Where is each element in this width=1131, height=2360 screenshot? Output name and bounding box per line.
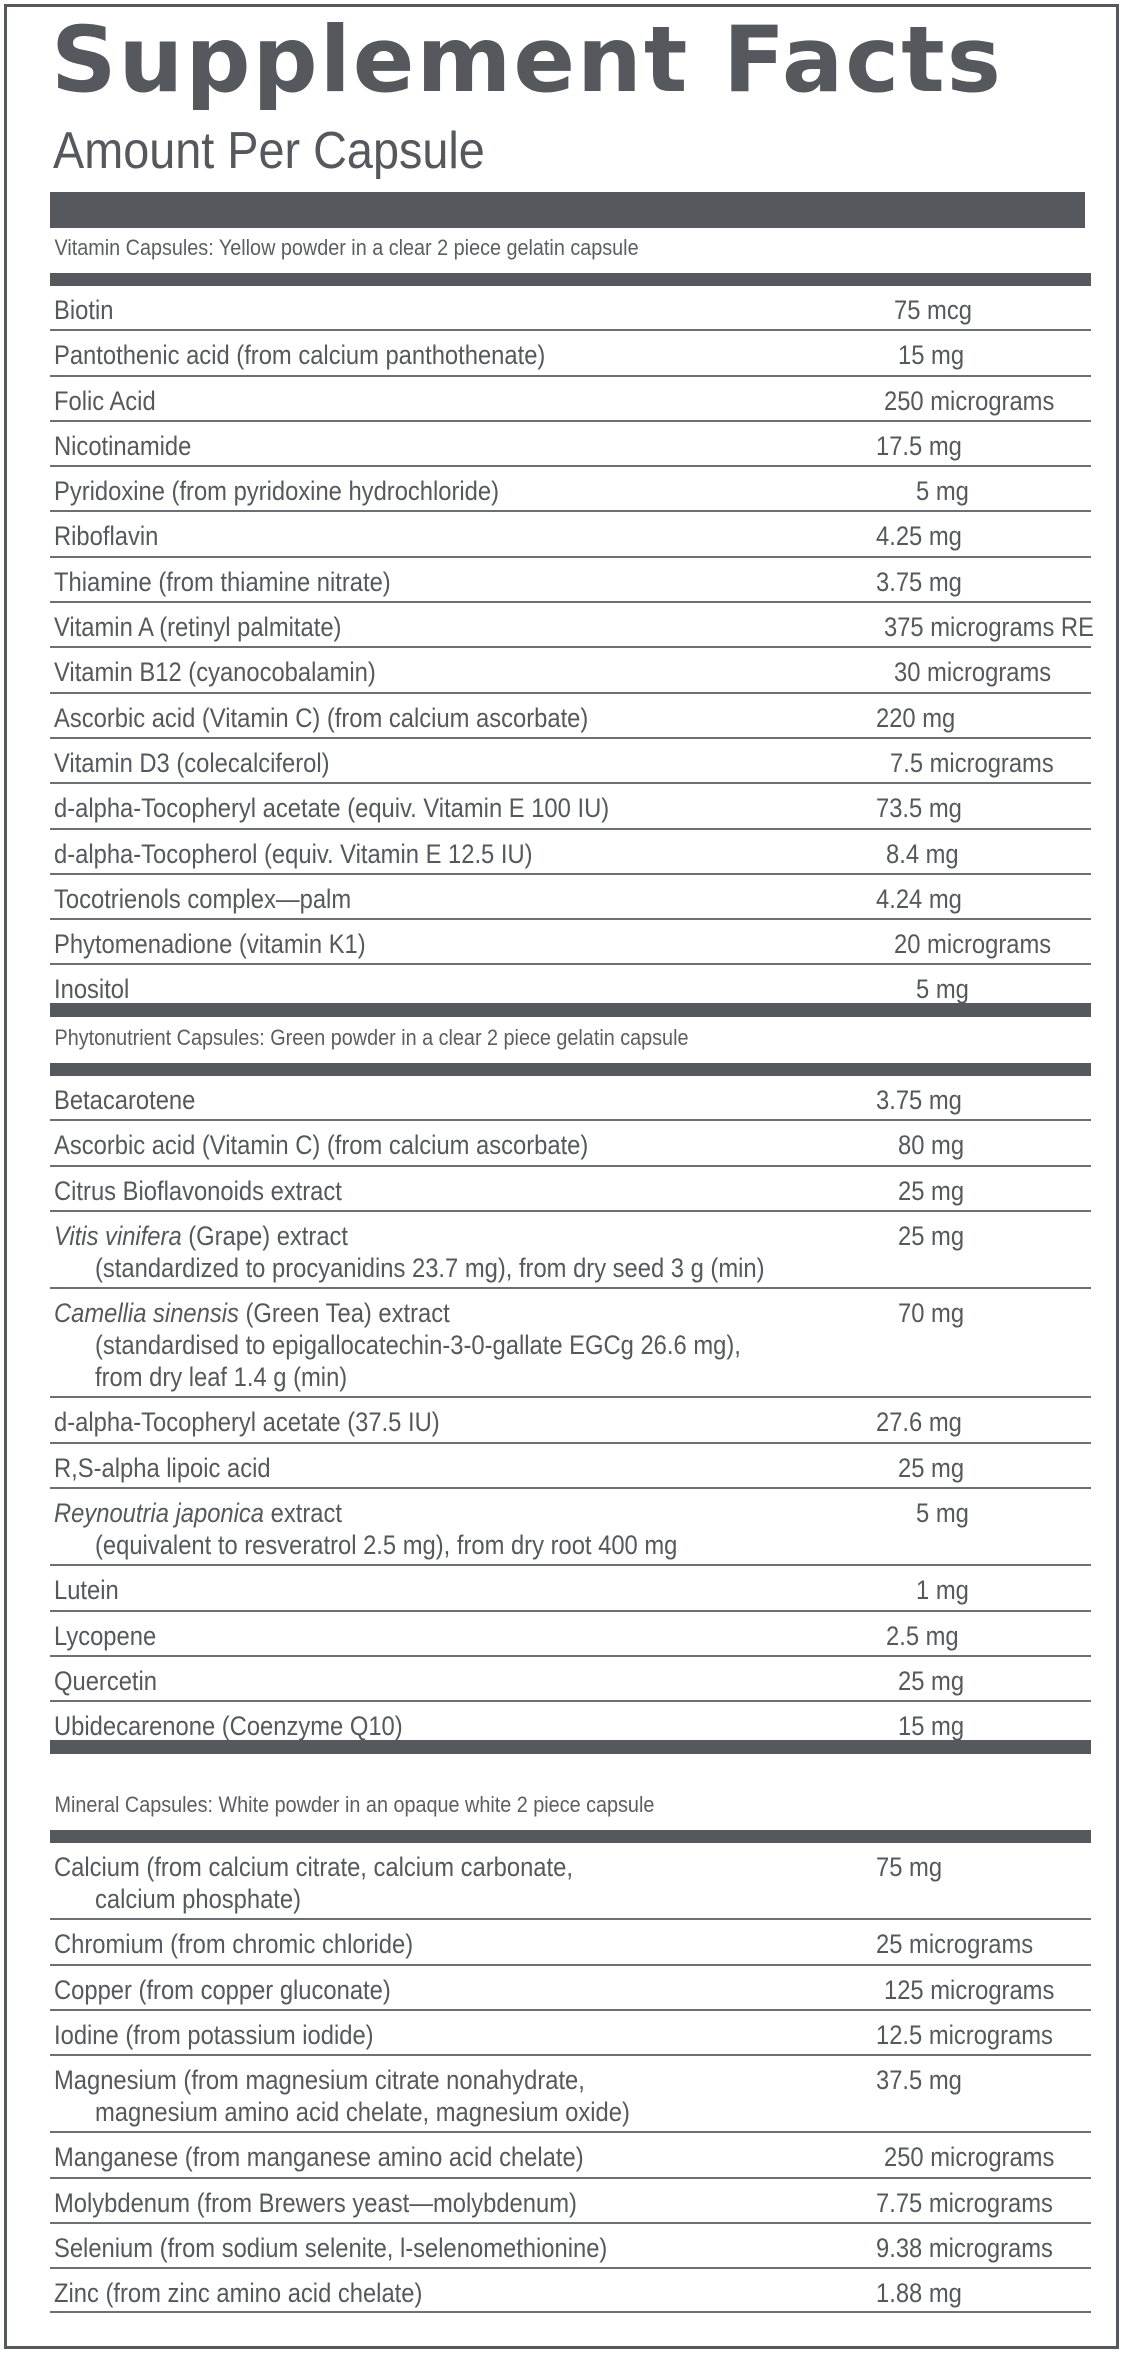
section-divider-bar xyxy=(50,1830,1091,1843)
nutrient-name: Chromium (from chromic chloride) xyxy=(54,1929,414,1960)
nutrient-amount: 220 mg xyxy=(876,702,956,733)
nutrient-amount: 25 mg xyxy=(898,1665,965,1696)
table-row xyxy=(50,2133,1091,2178)
table-row xyxy=(50,2056,1091,2133)
nutrient-detail: (equivalent to resveratrol 2.5 mg), from dry root 400 mg xyxy=(95,1530,678,1561)
nutrient-amount: 7.75 micrograms xyxy=(876,2187,1053,2218)
table-row xyxy=(50,1289,1091,1398)
nutrient-name: Citrus Bioflavonoids extract xyxy=(54,1175,342,1206)
nutrient-name: d-alpha-Tocopheryl acetate (equiv. Vitamin E 100 IU) xyxy=(54,793,610,824)
nutrient-name xyxy=(54,1219,348,1253)
nutrient-name xyxy=(54,1296,450,1330)
nutrient-amount: 20 micrograms xyxy=(894,929,1052,960)
nutrient-name: Vitamin B12 (cyanocobalamin) xyxy=(54,657,376,688)
nutrient-name: Ascorbic acid (Vitamin C) (from calcium ascorbate) xyxy=(54,702,589,733)
nutrient-amount: 3.75 mg xyxy=(876,566,962,597)
nutrient-name-italic: Vitis vinifera xyxy=(54,1220,182,1251)
table-row xyxy=(50,558,1091,603)
table-row xyxy=(50,377,1091,422)
nutrient-name: Riboflavin xyxy=(54,521,159,552)
nutrient-detail: from dry leaf 1.4 g (min) xyxy=(95,1362,348,1393)
table-row xyxy=(50,1489,1091,1566)
table-row xyxy=(50,830,1091,875)
nutrient-name xyxy=(54,1496,342,1530)
table-row xyxy=(50,1444,1091,1489)
nutrient-name-rest: (Green Tea) extract xyxy=(238,1298,450,1329)
nutrient-amount: 4.24 mg xyxy=(876,883,962,914)
nutrient-name: Selenium (from sodium selenite, l-selenomethionine) xyxy=(54,2233,608,2264)
nutrient-amount: 375 micrograms RE xyxy=(884,612,1094,643)
table-row xyxy=(50,512,1091,557)
nutrient-name: Zinc (from zinc amino acid chelate) xyxy=(54,2278,423,2309)
table-row xyxy=(50,331,1091,376)
phytonutrient-capsules-section xyxy=(50,1018,1091,1754)
nutrient-name: Lutein xyxy=(54,1575,119,1606)
nutrient-amount: 70 mg xyxy=(898,1298,965,1329)
nutrient-amount: 5 mg xyxy=(916,1498,969,1529)
table-row xyxy=(50,875,1091,920)
nutrient-name: Biotin xyxy=(54,295,114,325)
table-row xyxy=(50,648,1091,693)
table-row xyxy=(50,603,1094,648)
table-row xyxy=(50,286,1091,331)
nutrient-name: Manganese (from manganese amino acid chelate) xyxy=(54,2142,584,2173)
table-row xyxy=(50,1843,1091,1920)
nutrient-name: Molybdenum (from Brewers yeast—molybdenum) xyxy=(54,2187,577,2218)
nutrient-name: Folic Acid xyxy=(54,385,156,416)
table-row xyxy=(50,2269,1091,2313)
nutrient-name: R,S-alpha lipoic acid xyxy=(54,1452,271,1483)
nutrient-name: Nicotinamide xyxy=(54,430,192,461)
nutrient-amount: 25 mg xyxy=(898,1220,965,1251)
nutrient-amount: 4.25 mg xyxy=(876,521,962,552)
nutrient-amount: 30 micrograms xyxy=(894,657,1052,688)
nutrient-name-rest: (Grape) extract xyxy=(181,1220,349,1251)
nutrient-name: Copper (from copper gluconate) xyxy=(54,1974,391,2005)
table-row xyxy=(50,2011,1091,2056)
nutrient-amount: 80 mg xyxy=(898,1130,965,1161)
table-row xyxy=(50,467,1091,512)
nutrient-name: Betacarotene xyxy=(54,1085,196,1115)
nutrient-amount: 2.5 mg xyxy=(886,1620,959,1651)
table-row xyxy=(50,1167,1091,1212)
nutrient-name: Thiamine (from thiamine nitrate) xyxy=(54,566,391,597)
nutrient-name: Lycopene xyxy=(54,1620,157,1651)
section-caption: Phytonutrient Capsules: Green powder in a clear 2 piece gelatin capsule xyxy=(54,1025,689,1050)
vitamin-capsules-section xyxy=(50,228,1094,1017)
nutrient-name-rest: extract xyxy=(264,1498,342,1529)
nutrient-amount: 17.5 mg xyxy=(876,430,962,461)
nutrient-amount: 8.4 mg xyxy=(886,838,959,869)
nutrient-name-italic: Camellia sinensis xyxy=(54,1298,239,1329)
nutrient-name: Ascorbic acid (Vitamin C) (from calcium ascorbate) xyxy=(54,1130,589,1161)
nutrient-name: Tocotrienols complex—palm xyxy=(54,883,352,914)
nutrient-amount: 3.75 mg xyxy=(876,1085,962,1115)
table-row xyxy=(50,1612,1091,1657)
nutrient-amount: 5 mg xyxy=(916,476,969,507)
nutrient-name: Calcium (from calcium citrate, calcium carbonate, xyxy=(54,1852,573,1882)
nutrient-detail: (standardised to epigallocatechin-3-0-gallate EGCg 26.6 mg), xyxy=(95,1330,741,1361)
nutrient-amount: 7.5 micrograms xyxy=(890,747,1054,778)
table-row xyxy=(50,1212,1091,1289)
table-row xyxy=(50,1121,1091,1166)
nutrient-amount: 1.88 mg xyxy=(876,2278,962,2309)
section-caption: Mineral Capsules: White powder in an opaque white 2 piece capsule xyxy=(54,1792,655,1817)
nutrient-amount: 250 micrograms xyxy=(884,2142,1055,2173)
nutrient-name: Vitamin A (retinyl palmitate) xyxy=(54,612,342,643)
nutrient-name: Quercetin xyxy=(54,1665,158,1696)
table-row xyxy=(50,422,1091,467)
section-rows xyxy=(50,1843,1091,2313)
section-rows xyxy=(50,1076,1091,1754)
nutrient-name: Vitamin D3 (colecalciferol) xyxy=(54,747,330,778)
table-row xyxy=(50,2224,1091,2269)
nutrient-amount: 75 mg xyxy=(876,1852,943,1882)
nutrient-amount: 27.6 mg xyxy=(876,1407,962,1438)
table-row xyxy=(50,2179,1091,2224)
table-row xyxy=(50,1398,1091,1443)
nutrient-name-italic: Reynoutria japonica xyxy=(54,1498,265,1529)
page-title: Supplement Facts xyxy=(51,8,1003,113)
nutrient-detail: calcium phosphate) xyxy=(95,1884,302,1914)
nutrient-amount: 5 mg xyxy=(916,974,969,1005)
table-row xyxy=(50,920,1091,965)
header-divider-bar xyxy=(50,192,1085,228)
table-row xyxy=(50,1657,1091,1702)
nutrient-amount: 125 micrograms xyxy=(884,1974,1055,2005)
nutrient-name: Pantothenic acid (from calcium panthothenate) xyxy=(54,340,546,371)
nutrient-name: Pyridoxine (from pyridoxine hydrochloride) xyxy=(54,476,500,507)
nutrient-name: d-alpha-Tocopherol (equiv. Vitamin E 12.5 IU) xyxy=(54,838,533,869)
section-rows xyxy=(50,286,1094,1017)
nutrient-amount: 12.5 micrograms xyxy=(876,2019,1053,2050)
nutrient-amount: 75 mcg xyxy=(894,295,972,325)
nutrient-name: d-alpha-Tocopheryl acetate (37.5 IU) xyxy=(54,1407,440,1438)
section-divider-bar xyxy=(50,1063,1091,1076)
table-row xyxy=(50,1702,1091,1740)
nutrient-amount: 15 mg xyxy=(898,1711,965,1742)
nutrient-amount: 1 mg xyxy=(916,1575,969,1606)
nutrient-amount: 25 micrograms xyxy=(876,1929,1034,1960)
nutrient-amount: 250 micrograms xyxy=(884,385,1055,416)
table-row xyxy=(50,1076,1091,1121)
mineral-capsules-section xyxy=(50,1785,1091,2313)
table-row xyxy=(50,739,1091,784)
page-subtitle: Amount Per Capsule xyxy=(53,122,485,180)
supplement-facts-panel xyxy=(4,4,1119,2349)
nutrient-name: Magnesium (from magnesium citrate nonahydrate, xyxy=(54,2065,585,2096)
table-row xyxy=(50,784,1091,829)
nutrient-detail: magnesium amino acid chelate, magnesium oxide) xyxy=(95,2097,630,2128)
section-divider-bar xyxy=(50,273,1091,286)
table-row xyxy=(50,965,1091,1003)
table-row xyxy=(50,1566,1091,1611)
nutrient-amount: 25 mg xyxy=(898,1175,965,1206)
nutrient-name: Phytomenadione (vitamin K1) xyxy=(54,929,366,960)
nutrient-amount: 73.5 mg xyxy=(876,793,962,824)
table-row xyxy=(50,1966,1091,2011)
nutrient-detail: (standardized to procyanidins 23.7 mg), from dry seed 3 g (min) xyxy=(95,1252,765,1283)
nutrient-amount: 9.38 micrograms xyxy=(876,2233,1053,2264)
nutrient-name: Ubidecarenone (Coenzyme Q10) xyxy=(54,1711,403,1742)
table-row xyxy=(50,1920,1091,1965)
section-caption: Vitamin Capsules: Yellow powder in a clear 2 piece gelatin capsule xyxy=(54,235,639,260)
nutrient-amount: 37.5 mg xyxy=(876,2065,962,2096)
nutrient-amount: 25 mg xyxy=(898,1452,965,1483)
table-row xyxy=(50,694,1091,739)
nutrient-name: Inositol xyxy=(54,974,130,1005)
nutrient-amount: 15 mg xyxy=(898,340,965,371)
nutrient-name: Iodine (from potassium iodide) xyxy=(54,2019,374,2050)
